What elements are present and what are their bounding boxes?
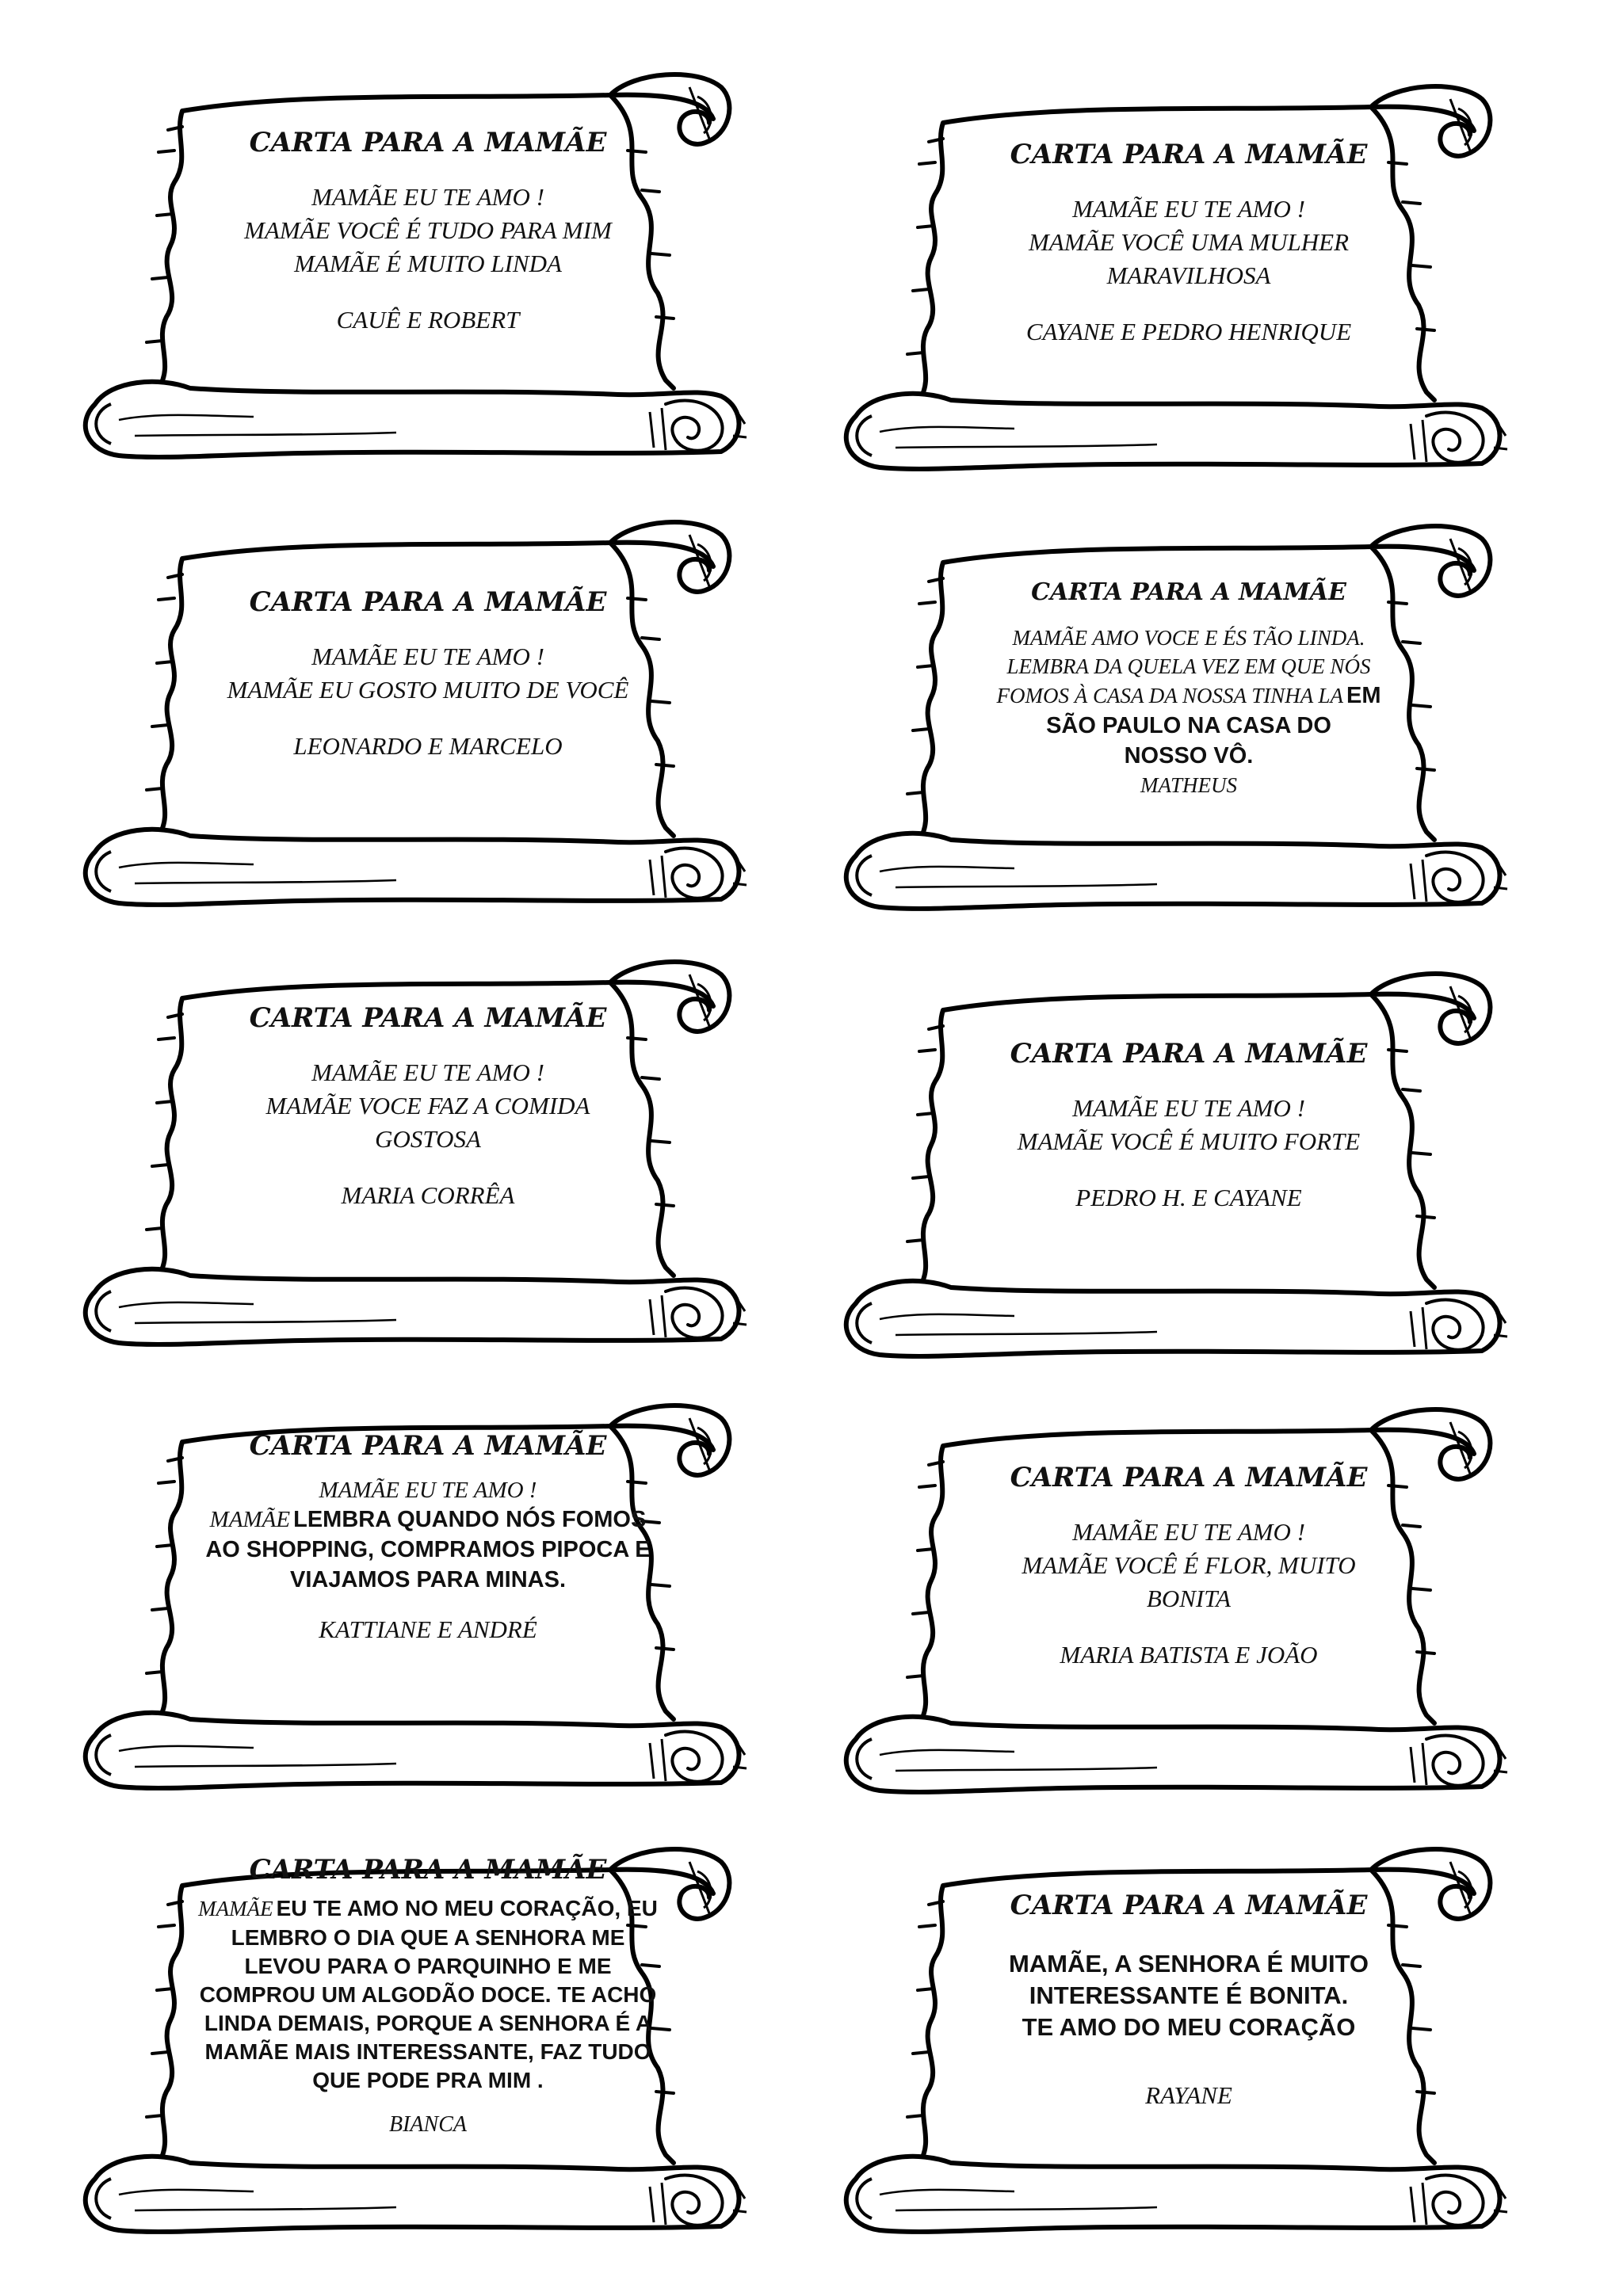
letter-line: LEMBRA DA QUELA VEZ EM QUE NÓS xyxy=(1006,654,1371,678)
letter-bold-text: NOSSO VÔ. xyxy=(1124,743,1254,769)
letter-line: MAMÃE VOCÊ É TUDO PARA MIM xyxy=(244,216,612,244)
letter-bold-text: QUE PODE PRA MIM . xyxy=(312,2068,544,2092)
letter-bold-text: LEVOU PARA O PARQUINHO E ME xyxy=(244,1954,612,1978)
letter-signature: CAUÊ E ROBERT xyxy=(336,306,520,334)
letter-bold-text: INTERESSANTE É BONITA. xyxy=(1029,1981,1349,2009)
letter-line: MAMÃE EU TE AMO ! xyxy=(1072,195,1305,223)
letter-signature: MARIA CORRÊA xyxy=(341,1181,515,1209)
letter-signature: CAYANE E PEDRO HENRIQUE xyxy=(1025,318,1352,345)
letter-lead-word: MAMÃE xyxy=(198,1897,273,1920)
letter-card-2 xyxy=(824,75,1522,471)
letter-card-10 xyxy=(824,1838,1522,2234)
letter-bold-text: LINDA DEMAIS, PORQUE A SENHORA É A xyxy=(204,2011,652,2035)
letter-signature: LEONARDO E MARCELO xyxy=(293,732,563,760)
letter-card-1 xyxy=(63,63,761,460)
letter-bold-text: MAMÃE, A SENHORA É MUITO xyxy=(1008,1950,1369,1978)
letter-card-6 xyxy=(824,963,1522,1359)
letter-line: MAMÃE É MUITO LINDA xyxy=(294,250,562,277)
letter-line: MAMÃE EU TE AMO ! xyxy=(1072,1518,1305,1546)
letter-line: MAMÃE VOCÊ É FLOR, MUITO xyxy=(1022,1551,1356,1579)
letter-bold-text: MAMÃE MAIS INTERESSANTE, FAZ TUDO xyxy=(204,2039,651,2064)
letter-lead-word: MAMÃE xyxy=(209,1507,291,1532)
letter-signature: KATTIANE E ANDRÉ xyxy=(319,1615,537,1643)
letter-title: CARTA PARA A MAMÃE xyxy=(1010,1890,1368,1921)
letter-bold-text: EU TE AMO NO MEU CORAÇÃO, EU xyxy=(276,1896,658,1920)
letter-signature: MARIA BATISTA E JOÃO xyxy=(1060,1641,1318,1669)
letter-bold-text: SÃO PAULO NA CASA DO xyxy=(1046,713,1331,738)
letter-title: CARTA PARA A MAMÃE xyxy=(1031,578,1346,606)
letter-signature: MATHEUS xyxy=(1140,773,1237,797)
letter-title: CARTA PARA A MAMÃE xyxy=(1010,1038,1368,1070)
letter-line-mixed xyxy=(198,1894,658,1924)
letter-line-mixed xyxy=(210,1505,647,1535)
letter-signature: BIANCA xyxy=(389,2112,467,2137)
letter-bold-text: LEMBRO O DIA QUE A SENHORA ME xyxy=(231,1925,625,1950)
letter-title: CARTA PARA A MAMÃE xyxy=(249,1002,607,1034)
letter-line: MAMÃE EU TE AMO ! xyxy=(1072,1094,1305,1122)
letter-card-4 xyxy=(824,515,1522,911)
letter-line: MAMÃE EU TE AMO ! xyxy=(311,643,544,670)
letter-line: MAMÃE EU TE AMO ! xyxy=(311,183,544,211)
letter-line: MAMÃE VOCÊ UMA MULHER xyxy=(1028,228,1349,256)
letter-signature: RAYANE xyxy=(1145,2081,1232,2109)
letter-signature: PEDRO H. E CAYANE xyxy=(1075,1184,1302,1211)
letter-title: CARTA PARA A MAMÃE xyxy=(249,1430,607,1462)
letter-bold-text: LEMBRA QUANDO NÓS FOMOS xyxy=(293,1507,647,1532)
letter-line: BONITA xyxy=(1146,1585,1232,1612)
letter-line: MARAVILHOSA xyxy=(1106,261,1271,289)
letter-card-7 xyxy=(63,1394,761,1791)
letter-card-5 xyxy=(63,951,761,1347)
letter-line: MAMÃE AMO VOCE E ÉS TÃO LINDA. xyxy=(1012,626,1365,650)
letter-card-8 xyxy=(824,1398,1522,1794)
letter-title: CARTA PARA A MAMÃE xyxy=(1010,139,1368,170)
letter-line: MAMÃE EU GOSTO MUITO DE VOCÊ xyxy=(227,676,629,704)
letter-bold-text: TE AMO DO MEU CORAÇÃO xyxy=(1022,2013,1356,2041)
letter-bold-text: VIAJAMOS PARA MINAS. xyxy=(289,1567,567,1592)
letter-bold-text: COMPROU UM ALGODÃO DOCE. TE ACHO xyxy=(199,1982,657,2007)
letter-card-3 xyxy=(63,511,761,907)
letter-line: GOSTOSA xyxy=(375,1125,481,1153)
letter-bold-text: AO SHOPPING, COMPRAMOS PIPOCA E xyxy=(205,1537,651,1562)
letter-bold-text: EM xyxy=(1346,683,1381,708)
letter-title: CARTA PARA A MAMÃE xyxy=(249,1854,607,1886)
letter-line: FOMOS À CASA DA NOSSA TINHA LA xyxy=(996,684,1344,707)
letter-line-mixed xyxy=(996,681,1381,711)
letter-card-9 xyxy=(63,1838,761,2234)
letter-line: MAMÃE EU TE AMO ! xyxy=(311,1058,544,1086)
letter-title: CARTA PARA A MAMÃE xyxy=(1010,1462,1368,1493)
letter-title: CARTA PARA A MAMÃE xyxy=(249,586,607,618)
letter-title: CARTA PARA A MAMÃE xyxy=(249,127,607,158)
letter-line: MAMÃE VOCÊ É MUITO FORTE xyxy=(1017,1127,1361,1155)
letter-line: MAMÃE VOCE FAZ A COMIDA xyxy=(265,1092,590,1119)
letter-line: MAMÃE EU TE AMO ! xyxy=(319,1478,537,1503)
